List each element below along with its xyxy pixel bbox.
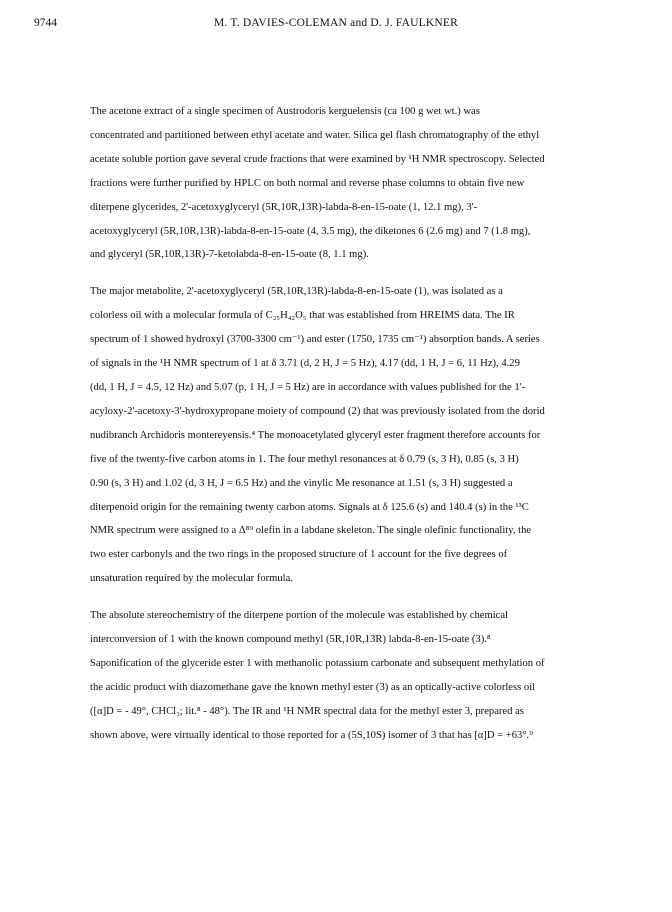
text-line: diterpenoid origin for the remaining twenty carbon atoms. Signals at δ 125.6 (s) and 140.4 (s) in the ¹³C [90, 501, 529, 513]
text-line: acetate soluble portion gave several crude fractions that were examined by ¹H NMR spectroscopy. Selected [90, 153, 545, 165]
text-line: The acetone extract of a single specimen of Austrodoris kerguelensis (ca 100 g wet wt.) was [90, 106, 480, 117]
paragraph-2 [60, 280, 615, 591]
page-number: 9744 [34, 17, 57, 29]
text-line: of signals in the ¹H NMR spectrum of 1 at δ 3.71 (d, 2 H, J = 5 Hz), 4.17 (dd, 1 H, J = 6, 11 Hz), 4.29 [90, 358, 520, 370]
text-line: diterpene glycerides, 2'-acetoxyglyceryl (5R,10R,13R)-labda-8-en-15-oate (1, 12.1 mg), 3'- [90, 201, 478, 213]
text-line: The absolute stereochemistry of the diterpene portion of the molecule was established by chemical [90, 610, 509, 622]
running-title: M. T. DAVIES-COLEMAN and D. J. FAULKNER [214, 17, 458, 29]
text-line: 0.90 (s, 3 H) and 1.02 (d, 3 H, J = 6.5 Hz) and the vinylic Me resonance at 1.51 (s, 3 H) suggested a [90, 477, 513, 489]
text-line: acetoxyglyceryl (5R,10R,13R)-labda-8-en-15-oate (4, 3.5 mg), the diketones 6 (2.6 mg) and 7 (1.8 mg), [90, 225, 531, 237]
paragraph-1 [60, 100, 615, 267]
text-line: fractions were further purified by HPLC on both normal and reverse phase columns to obtain five new [90, 177, 525, 189]
text-line: five of the twenty-five carbon atoms in 1. The four methyl resonances at δ 0.79 (s, 3 H), 0.85 (s, 3 H) [90, 453, 519, 465]
text-line: the acidic product with diazomethane gave the known methyl ester (3) as an optically-active colorless oil [90, 681, 536, 693]
text-line: acyloxy-2'-acetoxy-3'-hydroxypropane moiety of compound (2) that was previously isolated from the dorid [90, 405, 545, 417]
text-line: two ester carbonyls and the two rings in the proposed structure of 1 account for the five degrees of [90, 549, 508, 561]
paragraph-3 [60, 604, 615, 747]
text-line: nudibranch Archidoris montereyensis.⁴ The monoacetylated glyceryl ester fragment therefore accounts for [90, 429, 541, 441]
text-line: and glyceryl (5R,10R,13R)-7-ketolabda-8-en-15-oate (8, 1.1 mg). [90, 249, 369, 261]
text-line: Saponification of the glyceride ester 1 with methanolic potassium carbonate and subsequent methylation of [90, 657, 545, 669]
text-line: colorless oil with a molecular formula of C₂₅H₄₂O₅ that was established from HREIMS data. The IR [90, 310, 515, 322]
text-line: unsaturation required by the molecular formula. [90, 573, 293, 585]
text-line: shown above, were virtually identical to those reported for a (5S,10S) isomer of 3 that has [α]D = +63°.⁹ [90, 729, 533, 741]
text-line: The major metabolite, 2'-acetoxyglyceryl (5R,10R,13R)-labda-8-en-15-oate (1), was isolated as a [90, 286, 503, 298]
text-line: interconversion of 1 with the known compound methyl (5R,10R,13R) labda-8-en-15-oate (3).⁸ [90, 634, 491, 646]
body-text [60, 100, 615, 761]
text-line: NMR spectrum were assigned to a Δ⁸⁹ olefin in a labdane skeleton. The single olefinic functionality, the [90, 525, 532, 537]
text-line: spectrum of 1 showed hydroxyl (3700-3300 cm⁻¹) and ester (1750, 1735 cm⁻¹) absorption bands. A series [90, 334, 540, 346]
text-line: ([α]D = - 49°, CHCl₃; lit.⁸ - 48°). The IR and ¹H NMR spectral data for the methyl ester 3, prepared as [90, 705, 524, 717]
text-line: (dd, 1 H, J = 4.5, 12 Hz) and 5.07 (p, 1 H, J = 5 Hz) are in accordance with values published for the 1'- [90, 381, 526, 393]
text-line: concentrated and partitioned between ethyl acetate and water. Silica gel flash chromatography of the ethyl [90, 129, 540, 141]
